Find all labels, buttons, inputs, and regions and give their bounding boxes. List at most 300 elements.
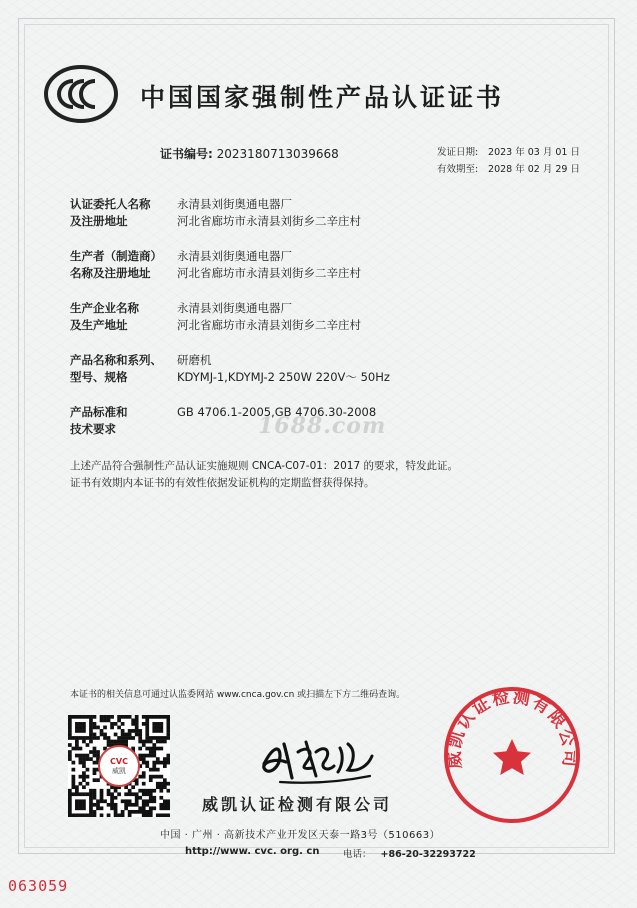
qr-module — [149, 796, 153, 800]
statement-line-1: 上述产品符合强制性产品认证实施规则 CNCA-C07-01：2017 的要求，特发此证。 — [70, 460, 458, 472]
qr-module — [152, 789, 156, 793]
qr-module — [166, 799, 170, 803]
applicant-address: 河北省廊坊市永清县刘街乡二辛庄村 — [177, 214, 361, 228]
qr-module — [96, 799, 100, 803]
qr-module — [93, 715, 97, 719]
product-values — [177, 352, 577, 386]
qr-module — [82, 729, 86, 733]
qr-module — [159, 785, 163, 789]
qr-module — [82, 771, 86, 775]
manufacturer-address: 河北省廊坊市永清县刘街乡二辛庄村 — [177, 266, 361, 280]
qr-module — [138, 729, 142, 733]
qr-module — [93, 733, 97, 737]
qr-module — [166, 761, 170, 765]
qr-module — [72, 792, 76, 796]
qr-module — [82, 740, 86, 744]
qr-module — [142, 771, 146, 775]
qr-module — [166, 806, 170, 810]
qr-module — [89, 740, 93, 744]
qr-module — [149, 740, 153, 744]
qr-module — [142, 810, 146, 814]
qr-module — [135, 799, 139, 803]
qr-badge-logo: CVC — [110, 756, 128, 766]
qr-module — [117, 719, 121, 723]
qr-module — [138, 736, 142, 740]
issue-date-row — [437, 144, 580, 161]
qr-module — [107, 740, 111, 744]
qr-module — [159, 747, 163, 751]
qr-module — [135, 803, 139, 807]
company-seal-stamp — [440, 683, 584, 827]
qr-module — [128, 803, 132, 807]
qr-module — [166, 733, 170, 737]
qr-module — [166, 715, 170, 719]
qr-module — [145, 740, 149, 744]
qr-code[interactable] — [68, 715, 170, 817]
qr-module — [86, 754, 90, 758]
qr-module — [142, 722, 146, 726]
expiry-date-value: 2028 年 02 月 29 日 — [488, 164, 580, 175]
qr-module — [159, 782, 163, 786]
qr-module — [114, 810, 118, 814]
qr-center-badge — [98, 745, 140, 787]
applicant-label-line-1: 认证委托人名称 — [70, 197, 151, 211]
qr-module — [163, 757, 167, 761]
qr-module — [75, 747, 79, 751]
qr-module — [89, 736, 93, 740]
qr-module — [142, 782, 146, 786]
qr-module — [163, 740, 167, 744]
factory-label — [70, 300, 175, 334]
qr-module — [152, 726, 156, 730]
qr-module — [79, 729, 83, 733]
qr-module — [163, 806, 167, 810]
qr-module — [103, 799, 107, 803]
qr-module — [93, 810, 97, 814]
qr-module — [121, 733, 125, 737]
qr-module — [145, 764, 149, 768]
qr-module — [89, 803, 93, 807]
phone-label: 电话： — [343, 849, 372, 860]
qr-module — [159, 796, 163, 800]
qr-module — [152, 761, 156, 765]
issue-date-label: 发证日期: — [437, 147, 479, 158]
qr-module — [145, 722, 149, 726]
qr-module — [75, 715, 79, 719]
qr-module — [79, 736, 83, 740]
qr-module — [131, 729, 135, 733]
qr-module — [89, 813, 93, 817]
qr-module — [96, 806, 100, 810]
applicant-values — [177, 196, 577, 230]
qr-module — [138, 810, 142, 814]
qr-module — [82, 792, 86, 796]
qr-module — [121, 813, 125, 817]
qr-module — [131, 803, 135, 807]
qr-module — [145, 799, 149, 803]
qr-module — [103, 715, 107, 719]
qr-module — [159, 729, 163, 733]
qr-module — [166, 782, 170, 786]
qr-module — [86, 792, 90, 796]
qr-module — [93, 736, 97, 740]
qr-module — [142, 806, 146, 810]
qr-module — [110, 792, 114, 796]
factory-label-line-2: 及生产地址 — [70, 318, 128, 332]
qr-module — [110, 726, 114, 730]
qr-module — [152, 754, 156, 758]
qr-module — [163, 715, 167, 719]
qr-module — [89, 719, 93, 723]
qr-module — [135, 792, 139, 796]
qr-module — [75, 754, 79, 758]
qr-module — [79, 775, 83, 779]
qr-module — [163, 813, 167, 817]
qr-module — [142, 740, 146, 744]
qr-module — [152, 799, 156, 803]
qr-module — [114, 796, 118, 800]
qr-module — [128, 729, 132, 733]
page-title: 中国国家强制性产品认证证书 — [140, 83, 505, 112]
qr-module — [145, 719, 149, 723]
qr-module — [166, 803, 170, 807]
qr-module — [72, 782, 76, 786]
qr-module — [163, 778, 167, 782]
qr-module — [121, 799, 125, 803]
qr-module — [68, 726, 72, 730]
standards-label-line-2: 技术要求 — [70, 422, 116, 436]
qr-module — [166, 719, 170, 723]
ccc-mark-logo — [44, 64, 118, 124]
qr-module — [86, 757, 90, 761]
qr-module — [107, 715, 111, 719]
qr-module — [68, 796, 72, 800]
qr-module — [117, 813, 121, 817]
qr-module — [135, 722, 139, 726]
qr-module — [107, 789, 111, 793]
qr-module — [166, 813, 170, 817]
qr-module — [89, 726, 93, 730]
qr-module — [128, 715, 132, 719]
qr-module — [68, 715, 72, 719]
qr-module — [72, 785, 76, 789]
qr-module — [163, 764, 167, 768]
qr-module — [156, 761, 160, 765]
qr-module — [124, 803, 128, 807]
certificate-dates — [437, 144, 580, 178]
qr-module — [86, 782, 90, 786]
qr-module — [68, 719, 72, 723]
qr-module — [79, 792, 83, 796]
qr-module — [86, 813, 90, 817]
qr-module — [79, 761, 83, 765]
qr-module — [107, 803, 111, 807]
qr-module — [131, 722, 135, 726]
qr-module — [117, 736, 121, 740]
qr-module — [114, 803, 118, 807]
qr-module — [68, 813, 72, 817]
qr-module — [156, 726, 160, 730]
qr-module — [79, 722, 83, 726]
qr-badge-name: 威凯 — [112, 766, 126, 775]
qr-module — [107, 813, 111, 817]
qr-module — [93, 813, 97, 817]
qr-module — [156, 722, 160, 726]
qr-module — [156, 747, 160, 751]
qr-module — [124, 806, 128, 810]
qr-module — [142, 799, 146, 803]
qr-module — [75, 799, 79, 803]
manufacturer-label — [70, 248, 175, 282]
qr-module — [131, 785, 135, 789]
qr-module — [72, 775, 76, 779]
qr-module — [159, 761, 163, 765]
qr-module — [96, 736, 100, 740]
qr-module — [110, 806, 114, 810]
qr-module — [159, 813, 163, 817]
qr-module — [152, 750, 156, 754]
qr-module — [156, 785, 160, 789]
qr-module — [145, 754, 149, 758]
qr-module — [82, 778, 86, 782]
qr-module — [159, 789, 163, 793]
qr-module — [156, 813, 160, 817]
qr-module — [135, 782, 139, 786]
qr-module — [75, 736, 79, 740]
standards-value: GB 4706.1-2005,GB 4706.30-2008 — [177, 405, 377, 419]
qr-module — [138, 775, 142, 779]
qr-module — [82, 813, 86, 817]
product-models: KDYMJ-1,KDYMJ-2 250W 220V～ 50Hz — [177, 370, 390, 384]
qr-module — [79, 799, 83, 803]
qr-module — [159, 726, 163, 730]
qr-module — [149, 792, 153, 796]
qr-module — [86, 775, 90, 779]
qr-module — [142, 715, 146, 719]
qr-module — [142, 803, 146, 807]
qr-module — [86, 715, 90, 719]
qr-module — [163, 782, 167, 786]
qr-module — [131, 736, 135, 740]
qr-module — [68, 722, 72, 726]
qr-module — [166, 736, 170, 740]
qr-module — [110, 722, 114, 726]
qr-module — [93, 803, 97, 807]
qr-module — [138, 754, 142, 758]
issuer-website[interactable]: http://www. cvc. org. cn — [185, 846, 320, 857]
qr-module — [163, 803, 167, 807]
qr-module — [142, 775, 146, 779]
qr-module — [68, 750, 72, 754]
phone-value: +86-20-32293722 — [380, 849, 476, 860]
qr-module — [121, 740, 125, 744]
qr-module — [152, 729, 156, 733]
qr-module — [110, 740, 114, 744]
qr-module — [152, 768, 156, 772]
qr-module — [82, 715, 86, 719]
qr-module — [149, 799, 153, 803]
applicant-name: 永清县刘街奥通电器厂 — [177, 197, 292, 211]
qr-module — [72, 747, 76, 751]
qr-module — [159, 803, 163, 807]
issuer-address: 中国 · 广州 · 高新技术产业开发区天泰一路3号（510663） — [160, 830, 441, 841]
qr-module — [156, 740, 160, 744]
qr-module — [128, 799, 132, 803]
qr-module — [96, 778, 100, 782]
qr-module — [124, 733, 128, 737]
qr-module — [110, 715, 114, 719]
qr-module — [149, 750, 153, 754]
qr-module — [128, 736, 132, 740]
qr-module — [93, 726, 97, 730]
qr-module — [100, 806, 104, 810]
qr-module — [166, 757, 170, 761]
qr-module — [114, 740, 118, 744]
qr-module — [117, 726, 121, 730]
qr-module — [159, 736, 163, 740]
qr-module — [117, 740, 121, 744]
qr-module — [86, 736, 90, 740]
qr-module — [145, 813, 149, 817]
qr-module — [145, 729, 149, 733]
issuer-company-name: 威凯认证检测有限公司 — [202, 795, 393, 814]
standards-label-line-1: 产品标准和 — [70, 405, 128, 419]
qr-module — [100, 729, 104, 733]
qr-module — [135, 810, 139, 814]
manufacturer-name: 永清县刘街奥通电器厂 — [177, 249, 292, 263]
product-name: 研磨机 — [177, 353, 212, 367]
qr-module — [145, 715, 149, 719]
qr-module — [156, 768, 160, 772]
qr-module — [79, 747, 83, 751]
qr-module — [166, 722, 170, 726]
qr-module — [89, 792, 93, 796]
qr-module — [145, 761, 149, 765]
qr-module — [82, 785, 86, 789]
qr-module — [142, 761, 146, 765]
qr-module — [149, 789, 153, 793]
qr-module — [142, 792, 146, 796]
qr-module — [89, 810, 93, 814]
qr-module — [89, 750, 93, 754]
qr-module — [93, 778, 97, 782]
stamp-text: 威凯认证检测有限公司 — [444, 687, 580, 770]
qr-module — [100, 733, 104, 737]
certificate-number-label: 证书编号: — [160, 147, 213, 161]
qr-module — [145, 803, 149, 807]
stamp-star-icon — [493, 739, 531, 775]
qr-module — [68, 743, 72, 747]
qr-module — [149, 715, 153, 719]
watermark: 1688.com — [258, 413, 387, 439]
qr-module — [79, 726, 83, 730]
qr-module — [138, 733, 142, 737]
qr-module — [82, 754, 86, 758]
qr-module — [86, 768, 90, 772]
qr-module — [145, 810, 149, 814]
qr-module — [72, 778, 76, 782]
qr-module — [149, 810, 153, 814]
qr-module — [121, 810, 125, 814]
qr-module — [86, 743, 90, 747]
qr-module — [152, 715, 156, 719]
qr-module — [75, 785, 79, 789]
qr-module — [145, 747, 149, 751]
standards-label — [70, 404, 175, 438]
qr-module — [68, 792, 72, 796]
qr-module — [114, 733, 118, 737]
qr-module — [152, 743, 156, 747]
qr-module — [149, 813, 153, 817]
qr-module — [156, 782, 160, 786]
qr-module — [96, 750, 100, 754]
qr-module — [79, 754, 83, 758]
qr-module — [149, 775, 153, 779]
qr-module — [156, 729, 160, 733]
qr-module — [135, 719, 139, 723]
qr-module — [121, 722, 125, 726]
product-label-line-1: 产品名称和系列、 — [70, 353, 162, 367]
qr-module — [107, 792, 111, 796]
qr-module — [103, 733, 107, 737]
qr-module — [72, 813, 76, 817]
signature-image — [250, 722, 380, 792]
qr-module — [103, 719, 107, 723]
qr-module — [163, 736, 167, 740]
factory-label-line-1: 生产企业名称 — [70, 301, 139, 315]
qr-module — [145, 789, 149, 793]
qr-module — [121, 715, 125, 719]
qr-module — [152, 747, 156, 751]
qr-module — [135, 726, 139, 730]
qr-module — [82, 722, 86, 726]
qr-module — [68, 806, 72, 810]
qr-module — [93, 754, 97, 758]
qr-module — [159, 722, 163, 726]
qr-module — [152, 796, 156, 800]
qr-module — [96, 803, 100, 807]
qr-module — [145, 792, 149, 796]
qr-module — [149, 736, 153, 740]
qr-module — [142, 743, 146, 747]
certificate-number — [160, 145, 339, 162]
qr-module — [100, 719, 104, 723]
qr-module — [142, 789, 146, 793]
qr-module — [166, 729, 170, 733]
qr-module — [142, 813, 146, 817]
qr-module — [107, 736, 111, 740]
qr-module — [82, 799, 86, 803]
applicant-label — [70, 196, 175, 230]
qr-module — [72, 736, 76, 740]
qr-module — [142, 757, 146, 761]
qr-module — [93, 722, 97, 726]
qr-module — [68, 733, 72, 737]
qr-module — [89, 729, 93, 733]
issuer-phone — [343, 846, 476, 860]
qr-module — [149, 768, 153, 772]
qr-module — [128, 792, 132, 796]
qr-module — [72, 715, 76, 719]
qr-module — [152, 775, 156, 779]
qr-module — [152, 764, 156, 768]
qr-module — [89, 789, 93, 793]
qr-module — [93, 747, 97, 751]
factory-name: 永清县刘街奥通电器厂 — [177, 301, 292, 315]
qr-module — [166, 726, 170, 730]
qr-module — [156, 775, 160, 779]
qr-module — [79, 806, 83, 810]
